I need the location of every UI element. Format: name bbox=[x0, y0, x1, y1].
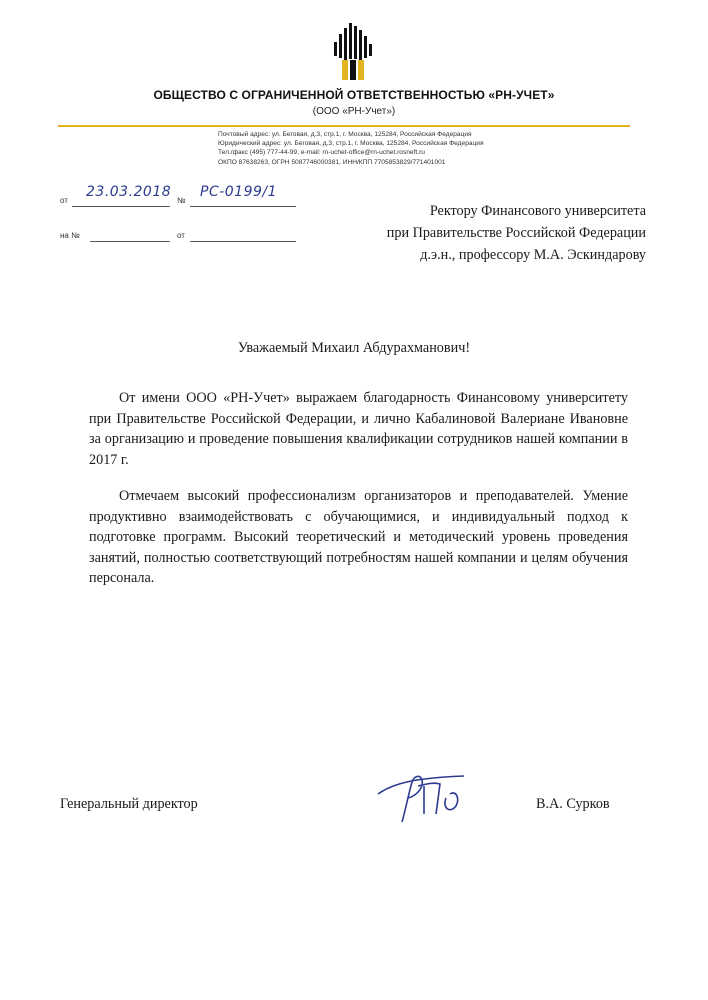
company-address-block bbox=[218, 130, 538, 167]
addressee-line: д.э.н., профессору М.А. Эскиндарову bbox=[420, 247, 646, 263]
company-logo-icon bbox=[332, 22, 376, 82]
letterhead-divider bbox=[58, 125, 630, 127]
company-short-name: (ООО «РН-Учет») bbox=[312, 106, 396, 117]
number-label: № bbox=[177, 196, 186, 205]
address-line: Почтовый адрес: ул. Беговая, д.3, стр.1, г. Москва, 125284, Российская Федерация bbox=[218, 131, 472, 138]
address-line: Тел./факс (495) 777-44-99, e-mail: rn-uchet-office@rn-uchet.rosneft.ru bbox=[218, 149, 425, 157]
signatory-title: Генеральный директор bbox=[60, 796, 198, 812]
paragraph-text: От имени ООО «РН-Учет» выражаем благодарность Финансовому университету при Правительстве Российской Федерации, и лично Кабалиновой Валериане Ивановне за организацию и проведение повышения квалификации сотрудников нашей компании в 2017 г. bbox=[89, 390, 628, 468]
number-handwritten: РС-0199/1 bbox=[200, 184, 278, 200]
addressee-block bbox=[387, 200, 646, 266]
signatory-name: В.А. Сурков bbox=[536, 796, 610, 812]
reply-from-label: от bbox=[177, 231, 185, 240]
paragraph-text: Отмечаем высокий профессионализм организаторов и преподавателей. Умение продуктивно взаимодействовать с обучающимися, и индивидуальный подход к подготовке программ. Высокий теоретический и методический уровень проведения занятий, полностью соответствующий потребностям нашей компании и целям обучения персонала. bbox=[89, 488, 628, 586]
handwritten-signature bbox=[372, 764, 472, 834]
from-label: от bbox=[60, 196, 68, 205]
salutation: Уважаемый Михаил Абдурахманович! bbox=[237, 340, 471, 356]
body-paragraph-1 bbox=[89, 388, 628, 470]
addressee-line: при Правительстве Российской Федерации bbox=[386, 225, 646, 241]
from-date-handwritten: 23.03.2018 bbox=[86, 184, 172, 200]
body-paragraph-2 bbox=[89, 486, 628, 589]
reply-from-line bbox=[190, 229, 296, 242]
addressee-line: Ректору Финансового университета bbox=[429, 203, 646, 219]
reply-to-label: на № bbox=[60, 231, 80, 240]
address-line: Юридический адрес: ул. Беговая, д.3, стр.1, г. Москва, 125284, Российская Федерация bbox=[218, 140, 484, 148]
company-name: ОБЩЕСТВО С ОГРАНИЧЕННОЙ ОТВЕТСТВЕННОСТЬЮ «РН-УЧЕТ» bbox=[153, 88, 555, 102]
address-line: ОКПО 87638263, ОГРН 5087746000381, ИНН/КПП 7705853829/771401001 bbox=[218, 158, 446, 166]
reply-to-line bbox=[90, 229, 170, 242]
